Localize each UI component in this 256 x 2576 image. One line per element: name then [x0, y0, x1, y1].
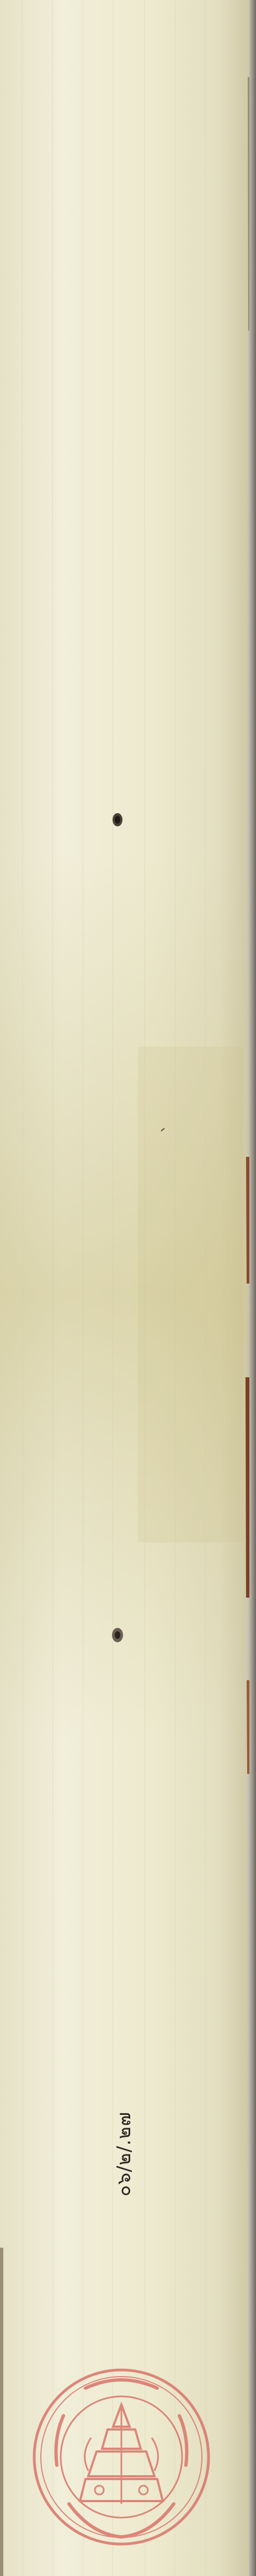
binding-hole-icon [112, 1628, 123, 1642]
catalog-number: ๐๖/๒/.๒๗ [113, 2111, 135, 2197]
leaf-stain-right [138, 1047, 243, 1543]
edge-damage-2 [246, 1377, 249, 1598]
edge-damage-1 [246, 1157, 249, 1284]
left-edge-damage [0, 2248, 3, 2576]
binding-hole-icon [113, 813, 122, 826]
library-seal-icon [30, 2366, 212, 2548]
